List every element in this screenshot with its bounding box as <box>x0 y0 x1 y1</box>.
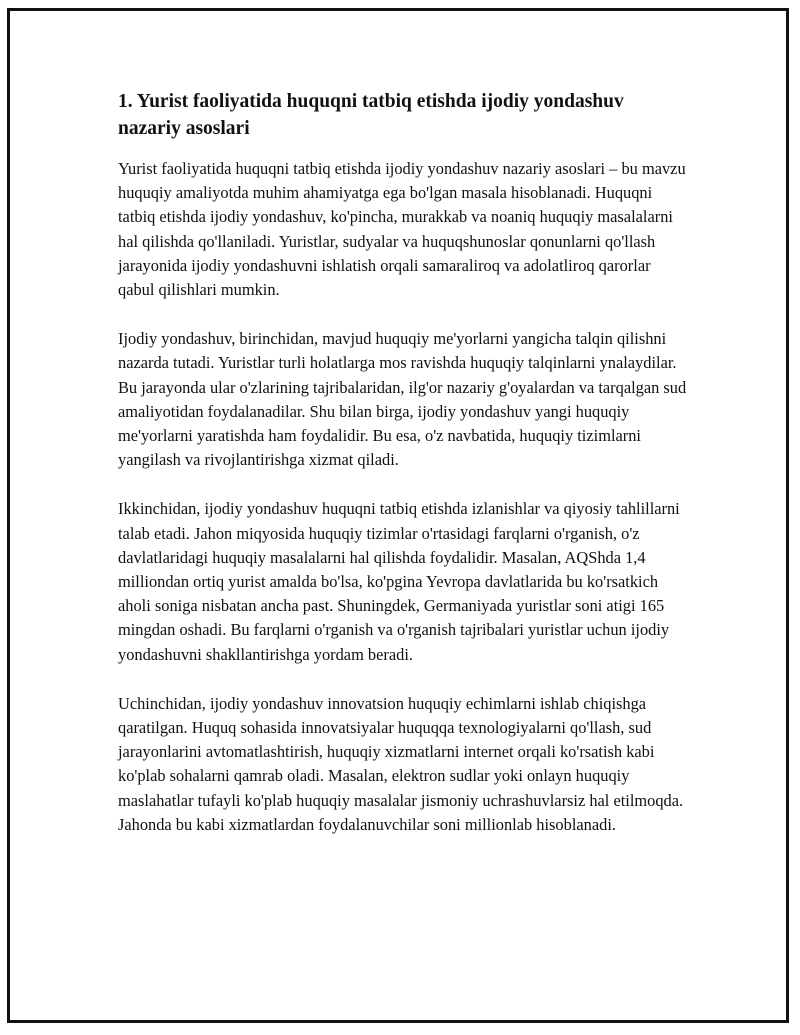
paragraph-1: Yurist faoliyatida huquqni tatbiq etishda ijodiy yondashuv nazariy asoslari – bu mavzu huquqiy amaliyotda muhim ahamiyatga ega bo'lgan masala hisoblanadi. Huquqni tatbiq etishda ijodiy yondashuv, ko'pincha, murakkab va noaniq huquqiy masalalarni hal qilishda qo'llaniladi. Yuristlar, sudyalar va huquqshunoslar qonunlarni qo'llash jarayonida ijodiy yondashuvni ishlatish orqali samaraliroq va adolatliroq qarorlar qabul qilishlari mumkin. <box>118 159 686 300</box>
document-body <box>118 88 688 862</box>
paragraph-4: Uchinchidan, ijodiy yondashuv innovatsion huquqiy echimlarni ishlab chiqishga qaratilgan. Huquq sohasida innovatsiyalar huquqqa texnologiyalarni qo'llash, sud jarayonlarini avtomatlashtirish, huquqiy xizmatlarni internet orqali ko'rsatish kabi ko'plab sohalarni qamrab oladi. Masalan, elektron sudlar yoki onlayn huquqiy maslahatlar tufayli ko'plab huquqiy masalalar jismoniy uchrashuvlarsiz hal etilmoqda. Jahonda bu kabi xizmatlardan foydalanuvchilar soni millionlab hisoblanadi. <box>118 693 684 834</box>
section-title: 1. Yurist faoliyatida huquqni tatbiq etishda ijodiy yondashuv nazariy asoslari <box>118 91 624 139</box>
paragraph-3: Ikkinchidan, ijodiy yondashuv huquqni tatbiq etishda izlanishlar va qiyosiy tahlillarni talab etadi. Jahon miqyosida huquqiy tizimlar o'rtasidagi farqlarni o'rganish, o'z davlatlaridagi huquqiy masalalarni hal qilishda foydalidir. Masalan, AQShda 1,4 milliondan ortiq yurist amalda bo'lsa, ko'pgina Yevropa davlatlarida bu ko'rsatkich aholi soniga nisbatan ancha past. Shuningdek, Germaniyada yuristlar soni atigi 165 mingdan oshadi. Bu farqlarni o'rganish va o'rganish tajribalari yuristlar uchun ijodiy yondashuvni shakllantirishga yordam beradi. <box>118 499 680 664</box>
paragraph-2: Ijodiy yondashuv, birinchidan, mavjud huquqiy me'yorlarni yangicha talqin qilishni nazarda tutadi. Yuristlar turli holatlarga mos ravishda huquqiy talqinlarni ynalaydilar. Bu jarayonda ular o'zlarining tajribalaridan, ilg'or nazariy g'oyalardan va tarqalgan sud amaliyotidan foydalanadilar. Shu bilan birga, ijodiy yondashuv yangi huquqiy me'yorlarni yaratishda ham foydalidir. Bu esa, o'z navbatida, huquqiy tizimlarni yangilash va rivojlantirishga xizmat qiladi. <box>118 329 687 470</box>
